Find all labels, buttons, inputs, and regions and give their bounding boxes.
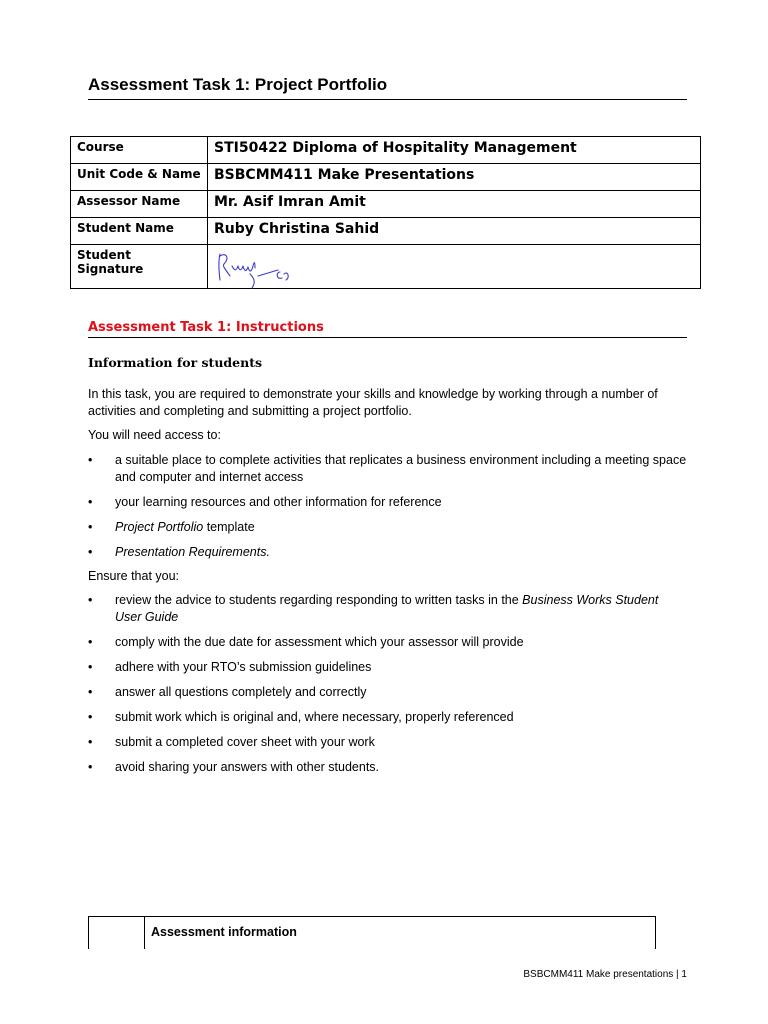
info-heading: Information for students: [88, 355, 263, 370]
assessor-label: Assessor Name: [71, 191, 208, 218]
list-item: • answer all questions completely and correctly: [88, 684, 688, 701]
signature-icon: [214, 248, 324, 290]
list-item: • your learning resources and other information for reference: [88, 494, 688, 511]
instructions-heading: Assessment Task 1: Instructions: [88, 320, 687, 338]
list-item: • submit a completed cover sheet with your work: [88, 734, 688, 751]
unit-label: Unit Code & Name: [71, 164, 208, 191]
student-label: Student Name: [71, 218, 208, 245]
page-title: Assessment Task 1: Project Portfolio: [88, 75, 687, 100]
unit-value: BSBCMM411 Make Presentations: [208, 164, 701, 191]
list-item: • a suitable place to complete activities that replicates a business environment including a meeting space and computer and internet access: [88, 452, 688, 486]
student-value: Ruby Christina Sahid: [208, 218, 701, 245]
ensure-intro: Ensure that you:: [88, 569, 180, 583]
list-item: • Presentation Requirements.: [88, 544, 688, 561]
course-value: STI50422 Diploma of Hospitality Management: [208, 137, 701, 164]
access-list: [88, 452, 688, 569]
assessment-info-box: [88, 916, 656, 949]
list-item: • avoid sharing your answers with other students.: [88, 759, 688, 776]
handwritten-signature: [214, 248, 694, 288]
ensure-list: [88, 592, 688, 784]
intro-paragraph: In this task, you are required to demonstrate your skills and knowledge by working through a number of activities and completing and submitting a project portfolio.: [88, 387, 658, 418]
student-details-table: [70, 136, 701, 289]
signature-label: Student Signature: [71, 245, 208, 289]
assessor-value: Mr. Asif Imran Amit: [208, 191, 701, 218]
page-footer: BSBCMM411 Make presentations | 1: [523, 969, 687, 980]
list-item: • comply with the due date for assessment which your assessor will provide: [88, 634, 688, 651]
list-item: • Project Portfolio template: [88, 519, 688, 536]
list-item: • submit work which is original and, where necessary, properly referenced: [88, 709, 688, 726]
course-label: Course: [71, 137, 208, 164]
list-item: • review the advice to students regarding responding to written tasks in the Business Works Student User Guide: [88, 592, 688, 626]
list-item: • adhere with your RTO’s submission guidelines: [88, 659, 688, 676]
course-row: [71, 137, 701, 164]
assessment-info-icon-cell: [89, 917, 145, 949]
signature-row: [71, 245, 701, 289]
unit-row: [71, 164, 701, 191]
assessment-info-label: Assessment information: [151, 925, 297, 939]
student-row: [71, 218, 701, 245]
signature-cell: [208, 245, 701, 289]
assessor-row: [71, 191, 701, 218]
access-intro: You will need access to:: [88, 428, 221, 442]
